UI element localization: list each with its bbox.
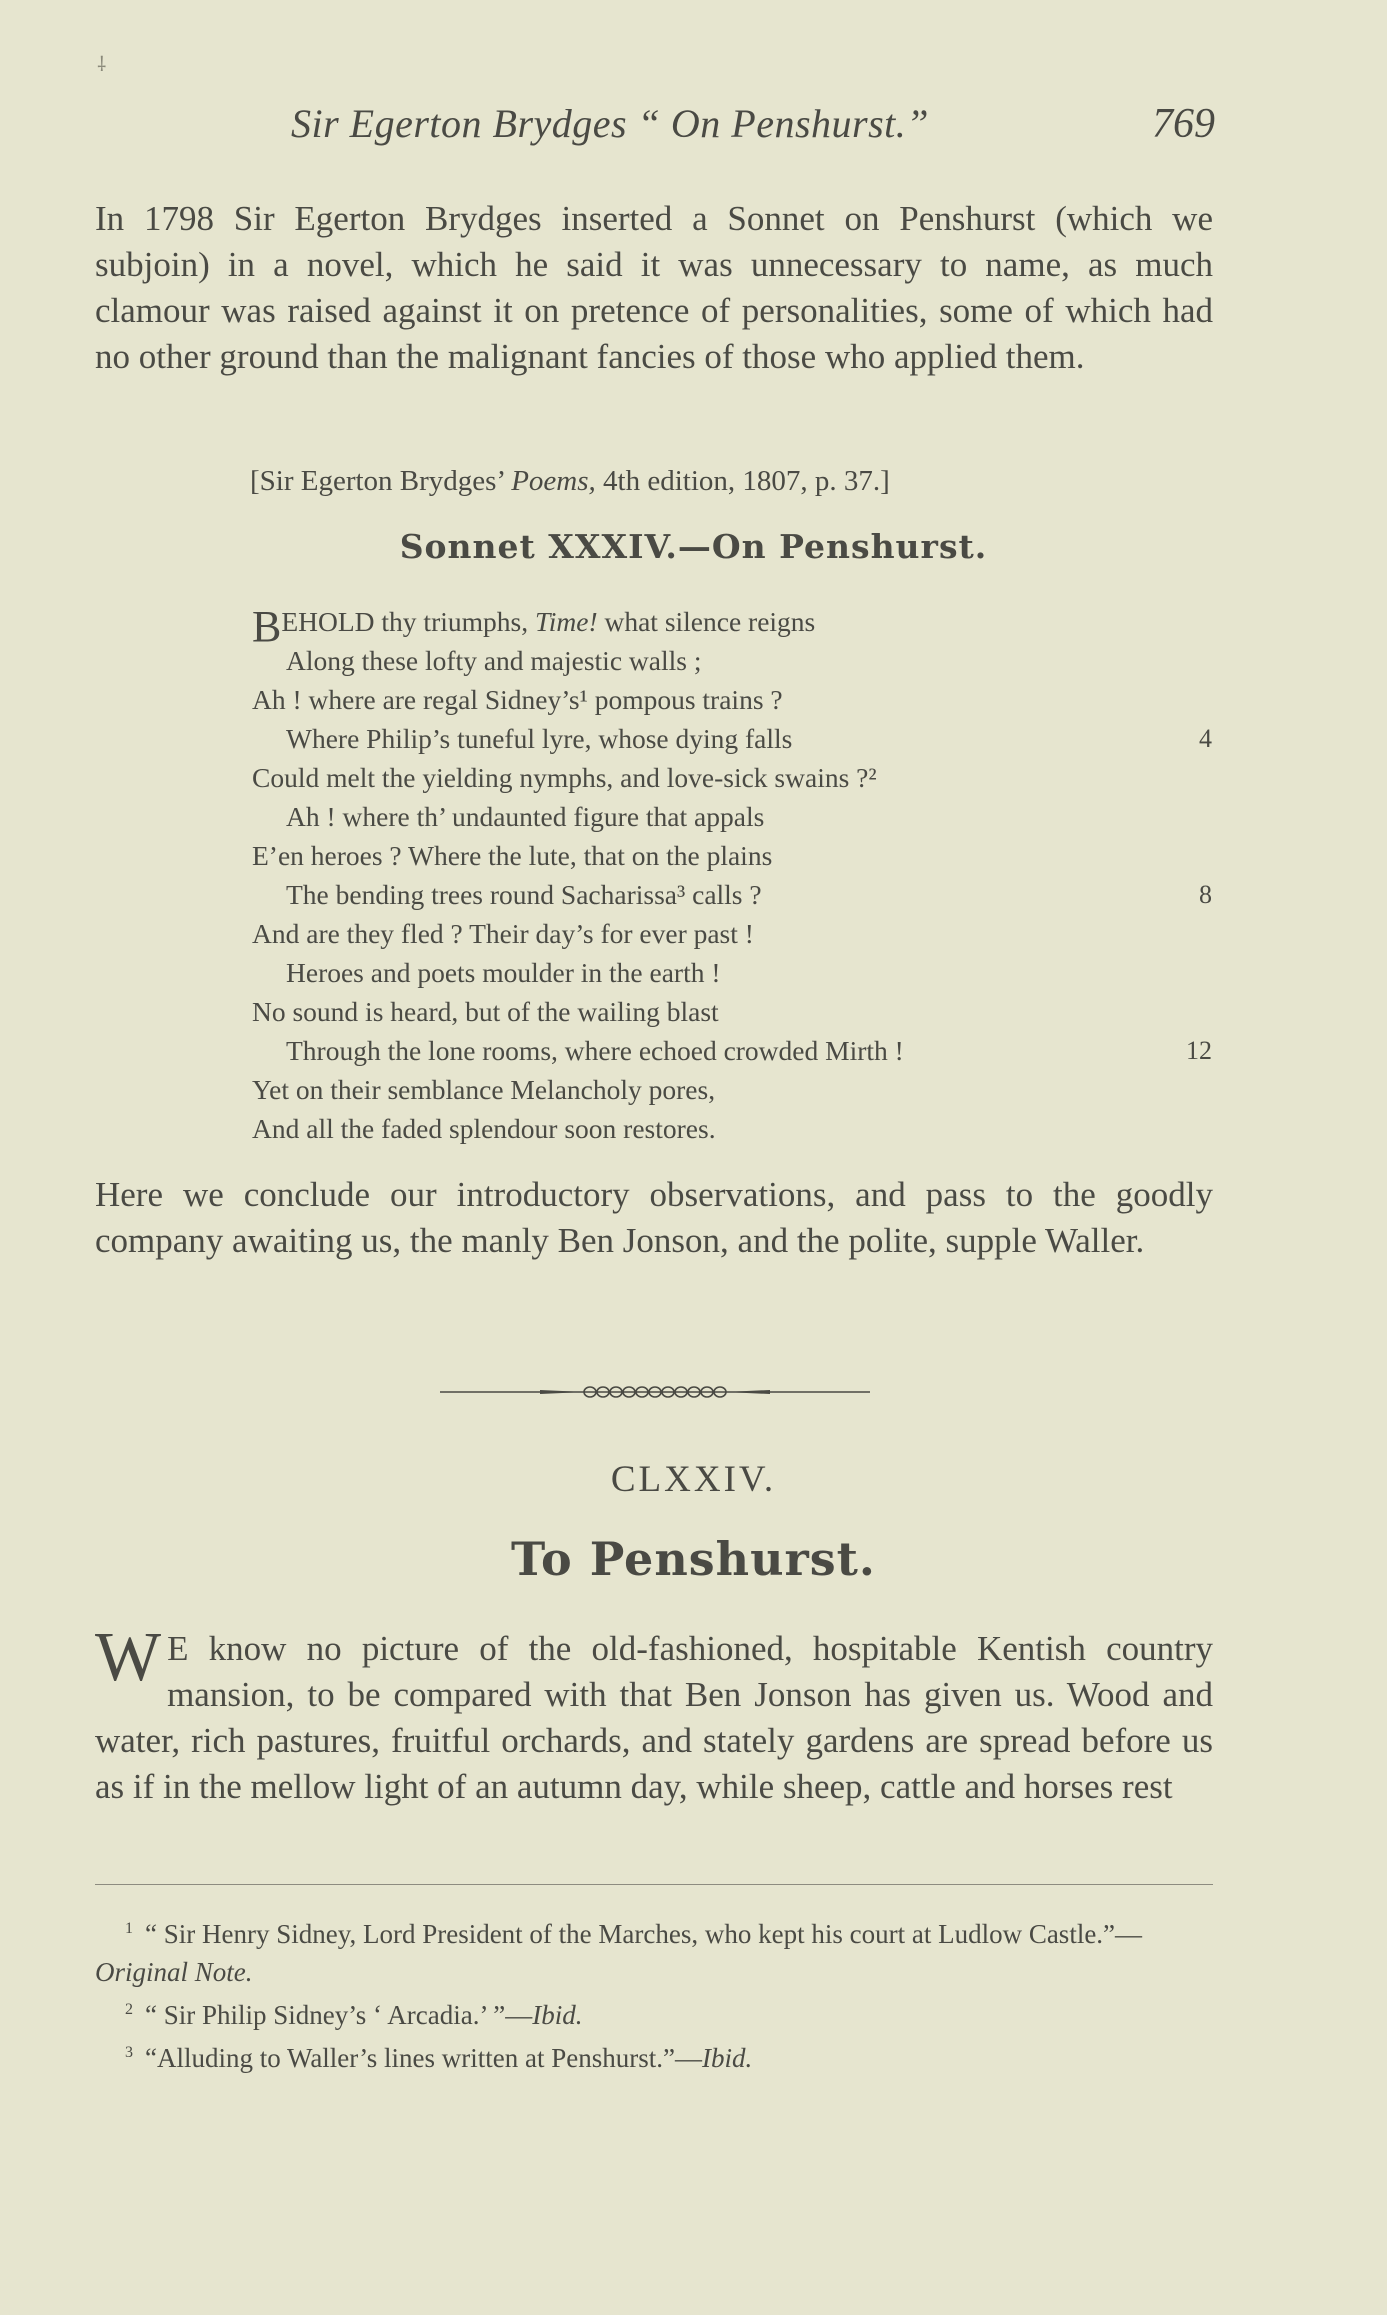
citation-suffix: 4th edition, 1807, p. 37.]	[595, 465, 890, 497]
sonnet-poem	[252, 602, 1212, 1148]
intro-paragraph: In 1798 Sir Egerton Brydges inserted a Sonnet on Penshurst (which we subjoin) in a novel, which he said it was unnecessary to name, as much clamour was raised against it on pretence of personalities, some of which had no other ground than the malignant fancies of those who applied them.	[95, 199, 1213, 376]
citation-title: Poems,	[511, 465, 596, 497]
running-head: Sir Egerton Brydges “ On Penshurst.”	[291, 101, 929, 146]
footnote-text: “ Sir Philip Sidney’s ‘ Arcadia.’ ”—	[145, 2000, 533, 2030]
footnote-mark: 1	[125, 1920, 133, 1937]
poem-line: And are they fled ? Their day’s for ever past !	[252, 918, 754, 949]
drop-cap: W	[95, 1619, 162, 1696]
poem-line: Could melt the yielding nymphs, and love-sick swains ?²	[252, 762, 877, 793]
footnote-mark: 3	[125, 2044, 133, 2061]
body-text: country mansion, to be compared with that Ben Jonson has given us. Wood and water, rich pastures, fruitful orchards, and stately gardens are spread before us as if in the mellow light of an autumn day, while sheep, cattle and horses rest	[95, 1629, 1213, 1806]
section-title: To Penshurst.	[511, 1532, 876, 1586]
poem-drop-letter: B	[252, 602, 282, 651]
body-paragraph	[95, 1619, 1213, 1810]
poem-line: Heroes and poets moulder in the earth !	[286, 957, 721, 988]
citation	[250, 465, 890, 498]
line-number: 4	[1199, 724, 1212, 753]
footnote-source: Original Note.	[95, 1957, 253, 1987]
footnote-source: Ibid.	[532, 2000, 583, 2030]
poem-line-italic: Time!	[534, 606, 598, 637]
poem-line	[252, 602, 1212, 651]
poem-line-text: Through the lone rooms, where echoed crowded Mirth !	[286, 1035, 904, 1066]
footnote-source: Ibid.	[702, 2043, 753, 2073]
body-first-line: E know no picture of the old-fashioned, hospitable Kentish	[167, 1629, 1086, 1668]
footnote	[95, 1910, 1213, 1991]
page-header	[95, 100, 1215, 160]
outro-paragraph: Here we conclude our introductory observations, and pass to the goodly company awaiting us, the manly Ben Jonson, and the polite, supple Waller.	[95, 1175, 1213, 1260]
footnote-text: “Alluding to Waller’s lines written at Penshurst.”—	[145, 2043, 702, 2073]
poem-line: No sound is heard, but of the wailing blast	[252, 996, 719, 1027]
footnotes	[95, 1910, 1213, 2077]
page-blemish: ⸸	[97, 54, 107, 76]
footnote	[95, 2034, 1213, 2077]
poem-line: Yet on their semblance Melancholy pores,	[252, 1074, 716, 1105]
footnote-text: “ Sir Henry Sidney, Lord President of the Marches, who kept his court at Ludlow Castle.”—	[145, 1919, 1143, 1949]
footnote-mark: 2	[125, 2001, 133, 2018]
poem-line	[252, 1031, 1212, 1070]
poem-line-end: what silence reigns	[597, 606, 816, 637]
poem-line-text: Where Philip’s tuneful lyre, whose dying falls	[286, 723, 793, 754]
section-numeral: CLXXIV.	[610, 1459, 777, 1500]
footnote	[95, 1991, 1213, 2034]
poem-line	[252, 875, 1212, 914]
line-number: 8	[1199, 880, 1212, 909]
page-number: 769	[1152, 101, 1215, 147]
poem-line-text: The bending trees round Sacharissa³ calls ?	[286, 879, 762, 910]
sonnet-title: Sonnet XXXIV.—On Penshurst.	[399, 527, 988, 566]
poem-line: E’en heroes ? Where the lute, that on the plains	[252, 840, 773, 871]
line-number: 12	[1186, 1036, 1212, 1065]
ornamental-divider	[440, 1385, 870, 1399]
citation-prefix: [Sir Egerton Brydges’	[250, 465, 512, 497]
poem-line-text: EHOLD thy triumphs,	[281, 606, 535, 637]
poem-line	[252, 719, 1212, 758]
footnote-rule	[95, 1884, 1213, 1885]
poem-line: And all the faded splendour soon restores.	[252, 1113, 716, 1144]
poem-line: Ah ! where are regal Sidney’s¹ pompous trains ?	[252, 684, 783, 715]
poem-line: Ah ! where th’ undaunted figure that appals	[286, 801, 765, 832]
poem-line: Along these lofty and majestic walls ;	[286, 645, 702, 676]
